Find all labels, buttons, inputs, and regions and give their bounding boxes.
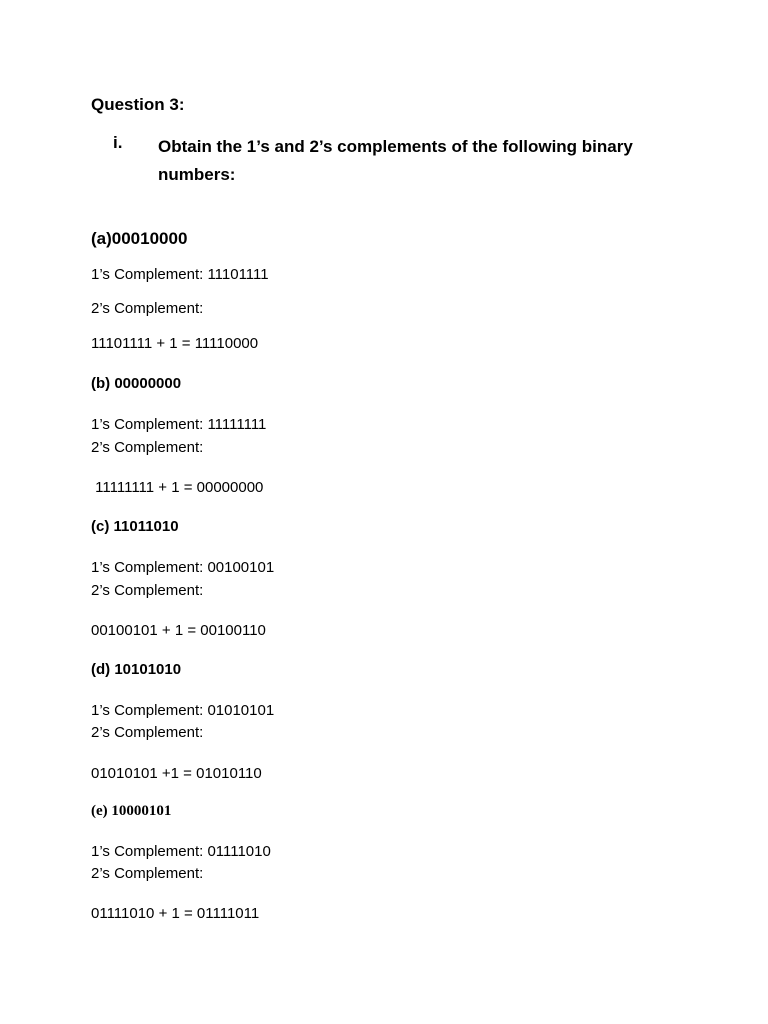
part-c-ones-complement: 1’s Complement: 00100101: [91, 559, 275, 576]
question-title: Question 3:: [91, 95, 185, 114]
part-e-twos-label: 2’s Complement:: [91, 865, 204, 882]
part-a-equation: 11101111 + 1 = 11110000: [91, 335, 259, 352]
part-c-equation: 00100101 + 1 = 00100110: [91, 622, 266, 639]
part-b-ones-complement: 1’s Complement: 11111111: [91, 416, 267, 433]
part-c-twos-label: 2’s Complement:: [91, 582, 204, 599]
part-d-twos-label: 2’s Complement:: [91, 724, 204, 741]
part-b-equation: 11111111 + 1 = 00000000: [91, 479, 264, 496]
part-b-twos-label: 2’s Complement:: [91, 439, 204, 456]
part-d-equation: 01010101 +1 = 01010110: [91, 765, 262, 782]
part-e-ones-complement: 1’s Complement: 01111010: [91, 843, 271, 860]
part-d-heading: (d) 10101010: [91, 661, 182, 678]
part-a-ones-complement: 1’s Complement: 11101111: [91, 266, 269, 283]
part-d-ones-complement: 1’s Complement: 01010101: [91, 702, 275, 719]
part-b-heading: (b) 00000000: [91, 375, 182, 392]
question-instruction: Obtain the 1’s and 2’s complements of the following binary numbers:: [158, 137, 633, 184]
part-a-heading: (a)00010000: [91, 229, 188, 248]
part-a-twos-label: 2’s Complement:: [91, 300, 204, 317]
part-e-heading: (e) 10000101: [91, 803, 172, 819]
part-e-equation: 01111010 + 1 = 01111011: [91, 905, 260, 922]
part-c-heading: (c) 11011010: [91, 518, 179, 535]
roman-numeral: i.: [113, 133, 123, 152]
